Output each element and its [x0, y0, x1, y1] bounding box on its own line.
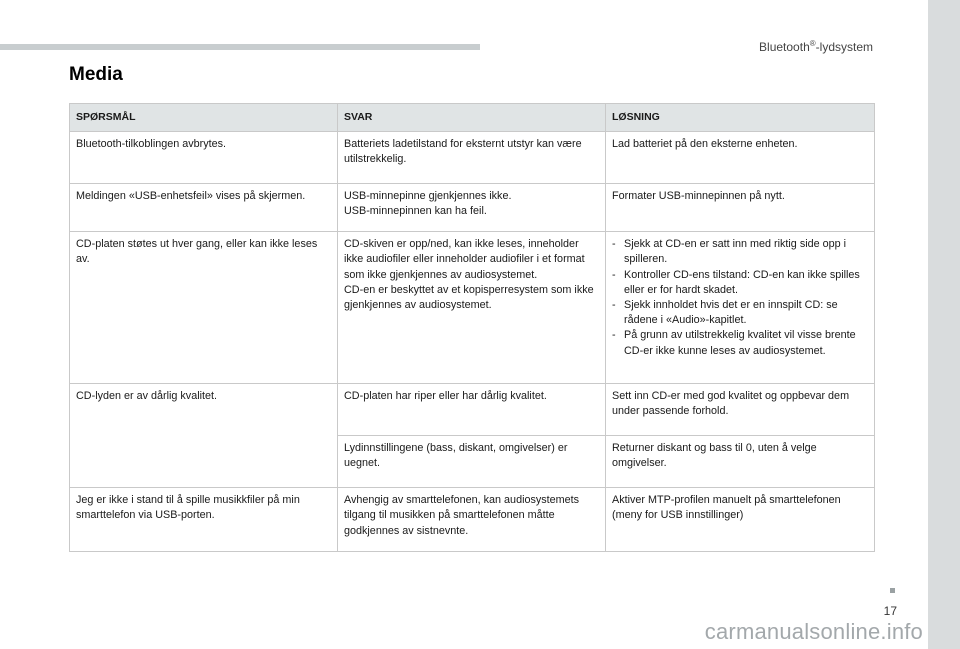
question-cell: Jeg er ikke i stand til å spille musikkfiler på min smarttelefon via USB-porten.: [70, 488, 338, 552]
header-decor-bar: [0, 44, 480, 50]
solution-item: - På grunn av utilstrekkelig kvalitet vil visse brente CD-er ikke kunne leses av audiosystemet.: [612, 328, 868, 358]
column-header-solution: LØSNING: [606, 104, 875, 132]
question-cell: Bluetooth-tilkoblingen avbrytes.: [70, 132, 338, 184]
solution-item: - Sjekk at CD-en er satt inn med riktig side opp i spilleren.: [612, 237, 868, 267]
solution-cell: Returner diskant og bass til 0, uten å velge omgivelser.: [606, 436, 875, 488]
answer-cell: Lydinnstillingene (bass, diskant, omgivelser) er uegnet.: [338, 436, 606, 488]
answer-cell: [338, 232, 606, 384]
watermark: carmanualsonline.info: [704, 619, 923, 644]
answer-line: CD-skiven er opp/ned, kan ikke leses, inneholder ikke audiofiler eller inneholder audiofiler i et format som ikke gjenkjennes av audiosystemet.: [344, 238, 585, 281]
table-row: [70, 232, 875, 384]
page-edge-strip: [928, 0, 960, 649]
table-row: [70, 488, 875, 552]
answer-cell: Batteriets ladetilstand for eksternt utstyr kan være utilstrekkelig.: [338, 132, 606, 184]
page-title: Media: [69, 64, 123, 85]
question-cell: Meldingen «USB-enhetsfeil» vises på skjermen.: [70, 184, 338, 232]
column-header-question: SPØRSMÅL: [70, 104, 338, 132]
solution-item: - Sjekk innholdet hvis det er en innspilt CD: se rådene i «Audio»-kapitlet.: [612, 298, 868, 328]
answer-line: USB-minnepinne gjenkjennes ikke.: [344, 190, 512, 203]
solution-cell: [606, 232, 875, 384]
question-cell: CD-lyden er av dårlig kvalitet.: [70, 384, 338, 488]
solution-cell: Sett inn CD-er med god kvalitet og oppbevar dem under passende forhold.: [606, 384, 875, 436]
table-header-row: [70, 104, 875, 132]
table-row: [70, 184, 875, 232]
section-name: Bluetooth: [759, 40, 810, 54]
solution-list: [612, 237, 868, 359]
troubleshooting-table: [69, 103, 875, 552]
page-number: 17: [883, 604, 897, 618]
table-row: [70, 384, 875, 436]
answer-line: CD-en er beskyttet av et kopisperresystem som ikke gjenkjennes av audiosystemet.: [344, 283, 594, 312]
solution-cell: Aktiver MTP-profilen manuelt på smarttelefonen (meny for USB innstillinger): [606, 488, 875, 552]
answer-cell: [338, 184, 606, 232]
table-row: [70, 132, 875, 184]
page-marker: [890, 588, 895, 593]
answer-cell: CD-platen har riper eller har dårlig kvalitet.: [338, 384, 606, 436]
solution-item: - Kontroller CD-ens tilstand: CD-en kan ikke spilles eller er for hardt skadet.: [612, 268, 868, 298]
question-cell: CD-platen støtes ut hver gang, eller kan ikke leses av.: [70, 232, 338, 384]
answer-line: USB-minnepinnen kan ha feil.: [344, 205, 487, 218]
column-header-answer: SVAR: [338, 104, 606, 132]
section-label: [759, 39, 873, 54]
solution-cell: Lad batteriet på den eksterne enheten.: [606, 132, 875, 184]
solution-cell: Formater USB-minnepinnen på nytt.: [606, 184, 875, 232]
answer-cell: Avhengig av smarttelefonen, kan audiosystemets tilgang til musikken på smarttelefonen måtte godkjennes av sistnevnte.: [338, 488, 606, 552]
registered-mark: ®: [809, 39, 816, 48]
section-suffix: -lydsystem: [815, 40, 873, 54]
